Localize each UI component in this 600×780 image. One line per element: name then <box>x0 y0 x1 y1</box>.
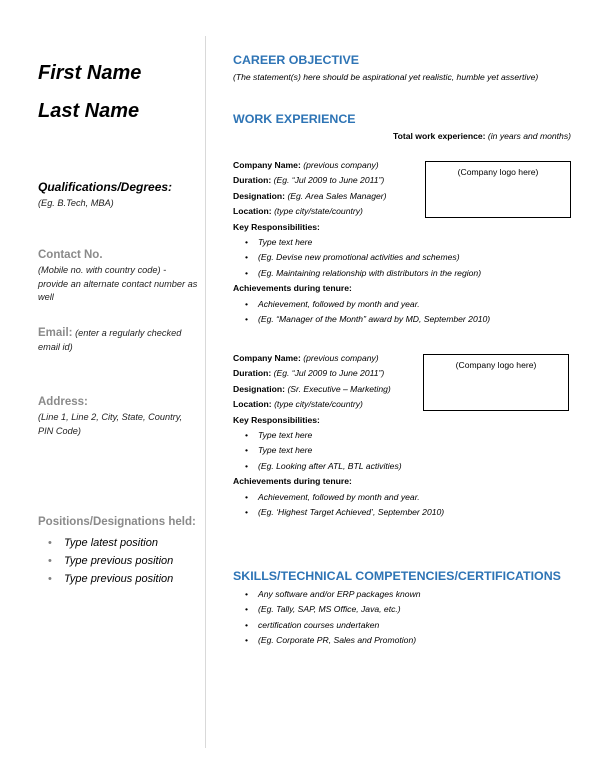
email-label: Email: <box>38 327 73 339</box>
career-objective-note: (The statement(s) here should be aspirational yet realistic, humble yet assertive) <box>233 72 539 82</box>
duration-value: (Eg. “Jul 2009 to June 2011”) <box>273 175 385 186</box>
list-item: • (Eg. “Manager of the Month” award by MD, September 2010) <box>233 312 573 327</box>
skills-section <box>233 587 421 649</box>
duration-line: Duration: (Eg. “Jul 2009 to June 2011”) <box>233 368 385 379</box>
list-item: • Type text here <box>233 428 573 443</box>
first-name: First Name <box>38 62 142 84</box>
skills-list <box>233 587 421 649</box>
contact-value: (Mobile no. with country code) - provide an alternate contact number as well <box>38 265 198 302</box>
location-value: (type city/state/country) <box>274 206 363 217</box>
duration-line: Duration: (Eg. “Jul 2009 to June 2011”) <box>233 175 385 186</box>
list-item: • Achievement, followed by month and year. <box>233 490 573 505</box>
contact-label: Contact No. <box>38 249 103 261</box>
achievements-list <box>233 297 573 328</box>
company-value: (previous company) <box>303 353 379 363</box>
positions-list <box>48 534 173 588</box>
company-line: Company Name: (previous company) <box>233 353 379 363</box>
address-label: Address: <box>38 396 88 408</box>
list-item: • certification courses undertaken <box>233 618 421 633</box>
list-item: • (Eg. Maintaining relationship with distributors in the region) <box>233 266 573 281</box>
list-item: • Type text here <box>233 235 573 250</box>
positions-label: Positions/Designations held: <box>38 516 196 528</box>
skills-heading: SKILLS/TECHNICAL COMPETENCIES/CERTIFICATIONS <box>233 569 561 583</box>
email-block <box>38 327 198 354</box>
qualifications-value: (Eg. B.Tech, MBA) <box>38 198 114 208</box>
list-item: • (Eg. Devise new promotional activities and schemes) <box>233 250 573 265</box>
list-item: • Any software and/or ERP packages known <box>233 587 421 602</box>
position-item: • Type previous position <box>48 570 173 588</box>
achievements-label: Achievements during tenure: <box>233 476 352 487</box>
achievements-label: Achievements during tenure: <box>233 283 352 294</box>
responsibilities-label: Key Responsibilities: <box>233 221 320 232</box>
designation-line: Designation: (Eg. Area Sales Manager) <box>233 190 387 201</box>
list-item: • (Eg. Looking after ATL, BTL activities) <box>233 459 573 474</box>
achievements-list <box>233 490 573 521</box>
position-item: • Type previous position <box>48 552 173 570</box>
company-value: (previous company) <box>303 160 379 170</box>
qualifications-label: Qualifications/Degrees: <box>38 180 173 194</box>
company-logo-placeholder: (Company logo here) <box>425 161 571 218</box>
total-work-experience-value: (in years and months) <box>487 131 571 141</box>
work-experience-heading: WORK EXPERIENCE <box>233 112 356 126</box>
location-line: Location: (type city/state/country) <box>233 206 363 217</box>
total-work-experience-label: Total work experience: <box>393 131 486 141</box>
position-item: • Type latest position <box>48 534 173 552</box>
responsibilities-label: Key Responsibilities: <box>233 414 320 425</box>
duration-value: (Eg. “Jul 2009 to June 2011”) <box>273 368 385 379</box>
column-divider <box>205 36 206 748</box>
location-value: (type city/state/country) <box>274 399 363 410</box>
career-objective-heading: CAREER OBJECTIVE <box>233 53 359 67</box>
email-value: (enter a regularly checked email id) <box>38 328 182 352</box>
address-value: (Line 1, Line 2, City, State, Country, PIN Code) <box>38 412 183 436</box>
responsibilities-list <box>233 235 573 281</box>
list-item: • (Eg. ‘Highest Target Achieved’, September 2010) <box>233 505 573 520</box>
list-item: • Type text here <box>233 443 573 458</box>
designation-value: (Sr. Executive – Marketing) <box>287 383 391 394</box>
total-work-experience <box>393 131 571 141</box>
last-name: Last Name <box>38 100 140 122</box>
responsibilities-list <box>233 428 573 474</box>
designation-value: (Eg. Area Sales Manager) <box>287 190 387 201</box>
list-item: • (Eg. Tally, SAP, MS Office, Java, etc.) <box>233 602 421 617</box>
list-item: • Achievement, followed by month and year. <box>233 297 573 312</box>
designation-line: Designation: (Sr. Executive – Marketing) <box>233 383 391 394</box>
location-line: Location: (type city/state/country) <box>233 399 363 410</box>
company-line: Company Name: (previous company) <box>233 160 379 170</box>
company-logo-placeholder: (Company logo here) <box>423 354 569 411</box>
list-item: • (Eg. Corporate PR, Sales and Promotion) <box>233 633 421 648</box>
